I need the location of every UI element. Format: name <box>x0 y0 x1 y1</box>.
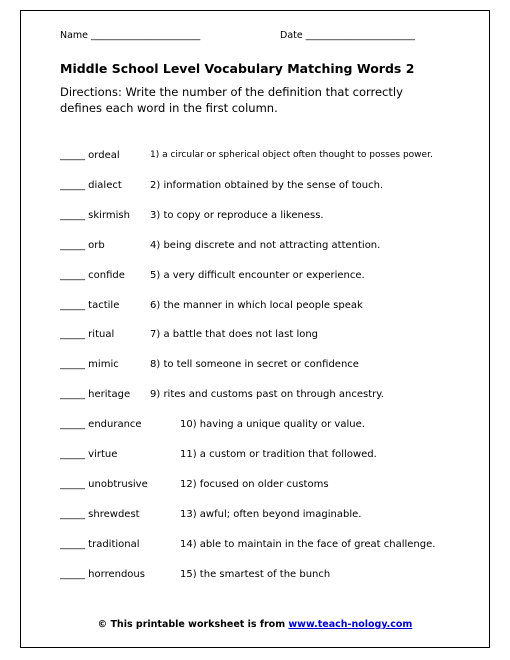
definition-text: 8) to tell someone in secret or confidence <box>150 359 359 371</box>
vocabulary-word: _____ skirmish <box>60 209 130 221</box>
definition-text: 1) a circular or spherical object often thought to posses power. <box>150 150 433 160</box>
vocabulary-word: _____ ordeal <box>60 150 120 161</box>
definition-text: 11) a custom or tradition that followed. <box>180 449 377 460</box>
definition-text: 9) rites and customs past on through ancestry. <box>150 389 384 401</box>
definition-text: 4) being discrete and not attracting attention. <box>150 239 381 251</box>
directions-text: Directions: Write the number of the definition that correctly defines each word in the first column. <box>60 85 403 115</box>
vocabulary-word: _____ confide <box>60 269 125 281</box>
worksheet-title: Middle School Level Vocabulary Matching Words 2 <box>60 61 415 76</box>
definition-text: 14) able to maintain in the face of great challenge. <box>180 538 436 550</box>
definition-text: 3) to copy or reproduce a likeness. <box>150 209 324 221</box>
footer-credit <box>0 619 510 630</box>
vocabulary-word: _____ dialect <box>60 179 122 191</box>
vocabulary-word: _____ orb <box>60 239 105 251</box>
definition-text: 7) a battle that does not last long <box>150 329 319 341</box>
definition-text: 10) having a unique quality or value. <box>180 419 365 431</box>
footer-text: © This printable worksheet is from <box>97 619 289 630</box>
vocabulary-word: _____ endurance <box>60 419 142 431</box>
definition-text: 12) focused on older customs <box>180 478 329 490</box>
definition-text: 13) awful; often beyond imaginable. <box>180 508 362 520</box>
definition-text: 6) the manner in which local people speak <box>150 299 363 311</box>
footer-link[interactable]: www.teach-nology.com <box>288 619 413 630</box>
definition-text: 2) information obtained by the sense of touch. <box>150 179 384 191</box>
vocabulary-word: _____ tactile <box>60 299 120 311</box>
vocabulary-word: _____ mimic <box>60 359 119 371</box>
definition-text: 5) a very difficult encounter or experience. <box>150 269 365 281</box>
vocabulary-word: _____ unobtrusive <box>60 478 148 490</box>
definition-text: 15) the smartest of the bunch <box>180 568 331 580</box>
name-field-label: Name _______________________ <box>60 30 201 41</box>
vocabulary-word: _____ horrendous <box>60 568 145 580</box>
vocabulary-word: _____ shrewdest <box>60 508 140 520</box>
vocabulary-word: _____ traditional <box>60 538 140 550</box>
vocabulary-word: _____ heritage <box>60 389 131 401</box>
date-field-label: Date _______________________ <box>280 30 415 41</box>
vocabulary-word: _____ ritual <box>60 329 115 341</box>
vocabulary-word: _____ virtue <box>60 449 118 460</box>
